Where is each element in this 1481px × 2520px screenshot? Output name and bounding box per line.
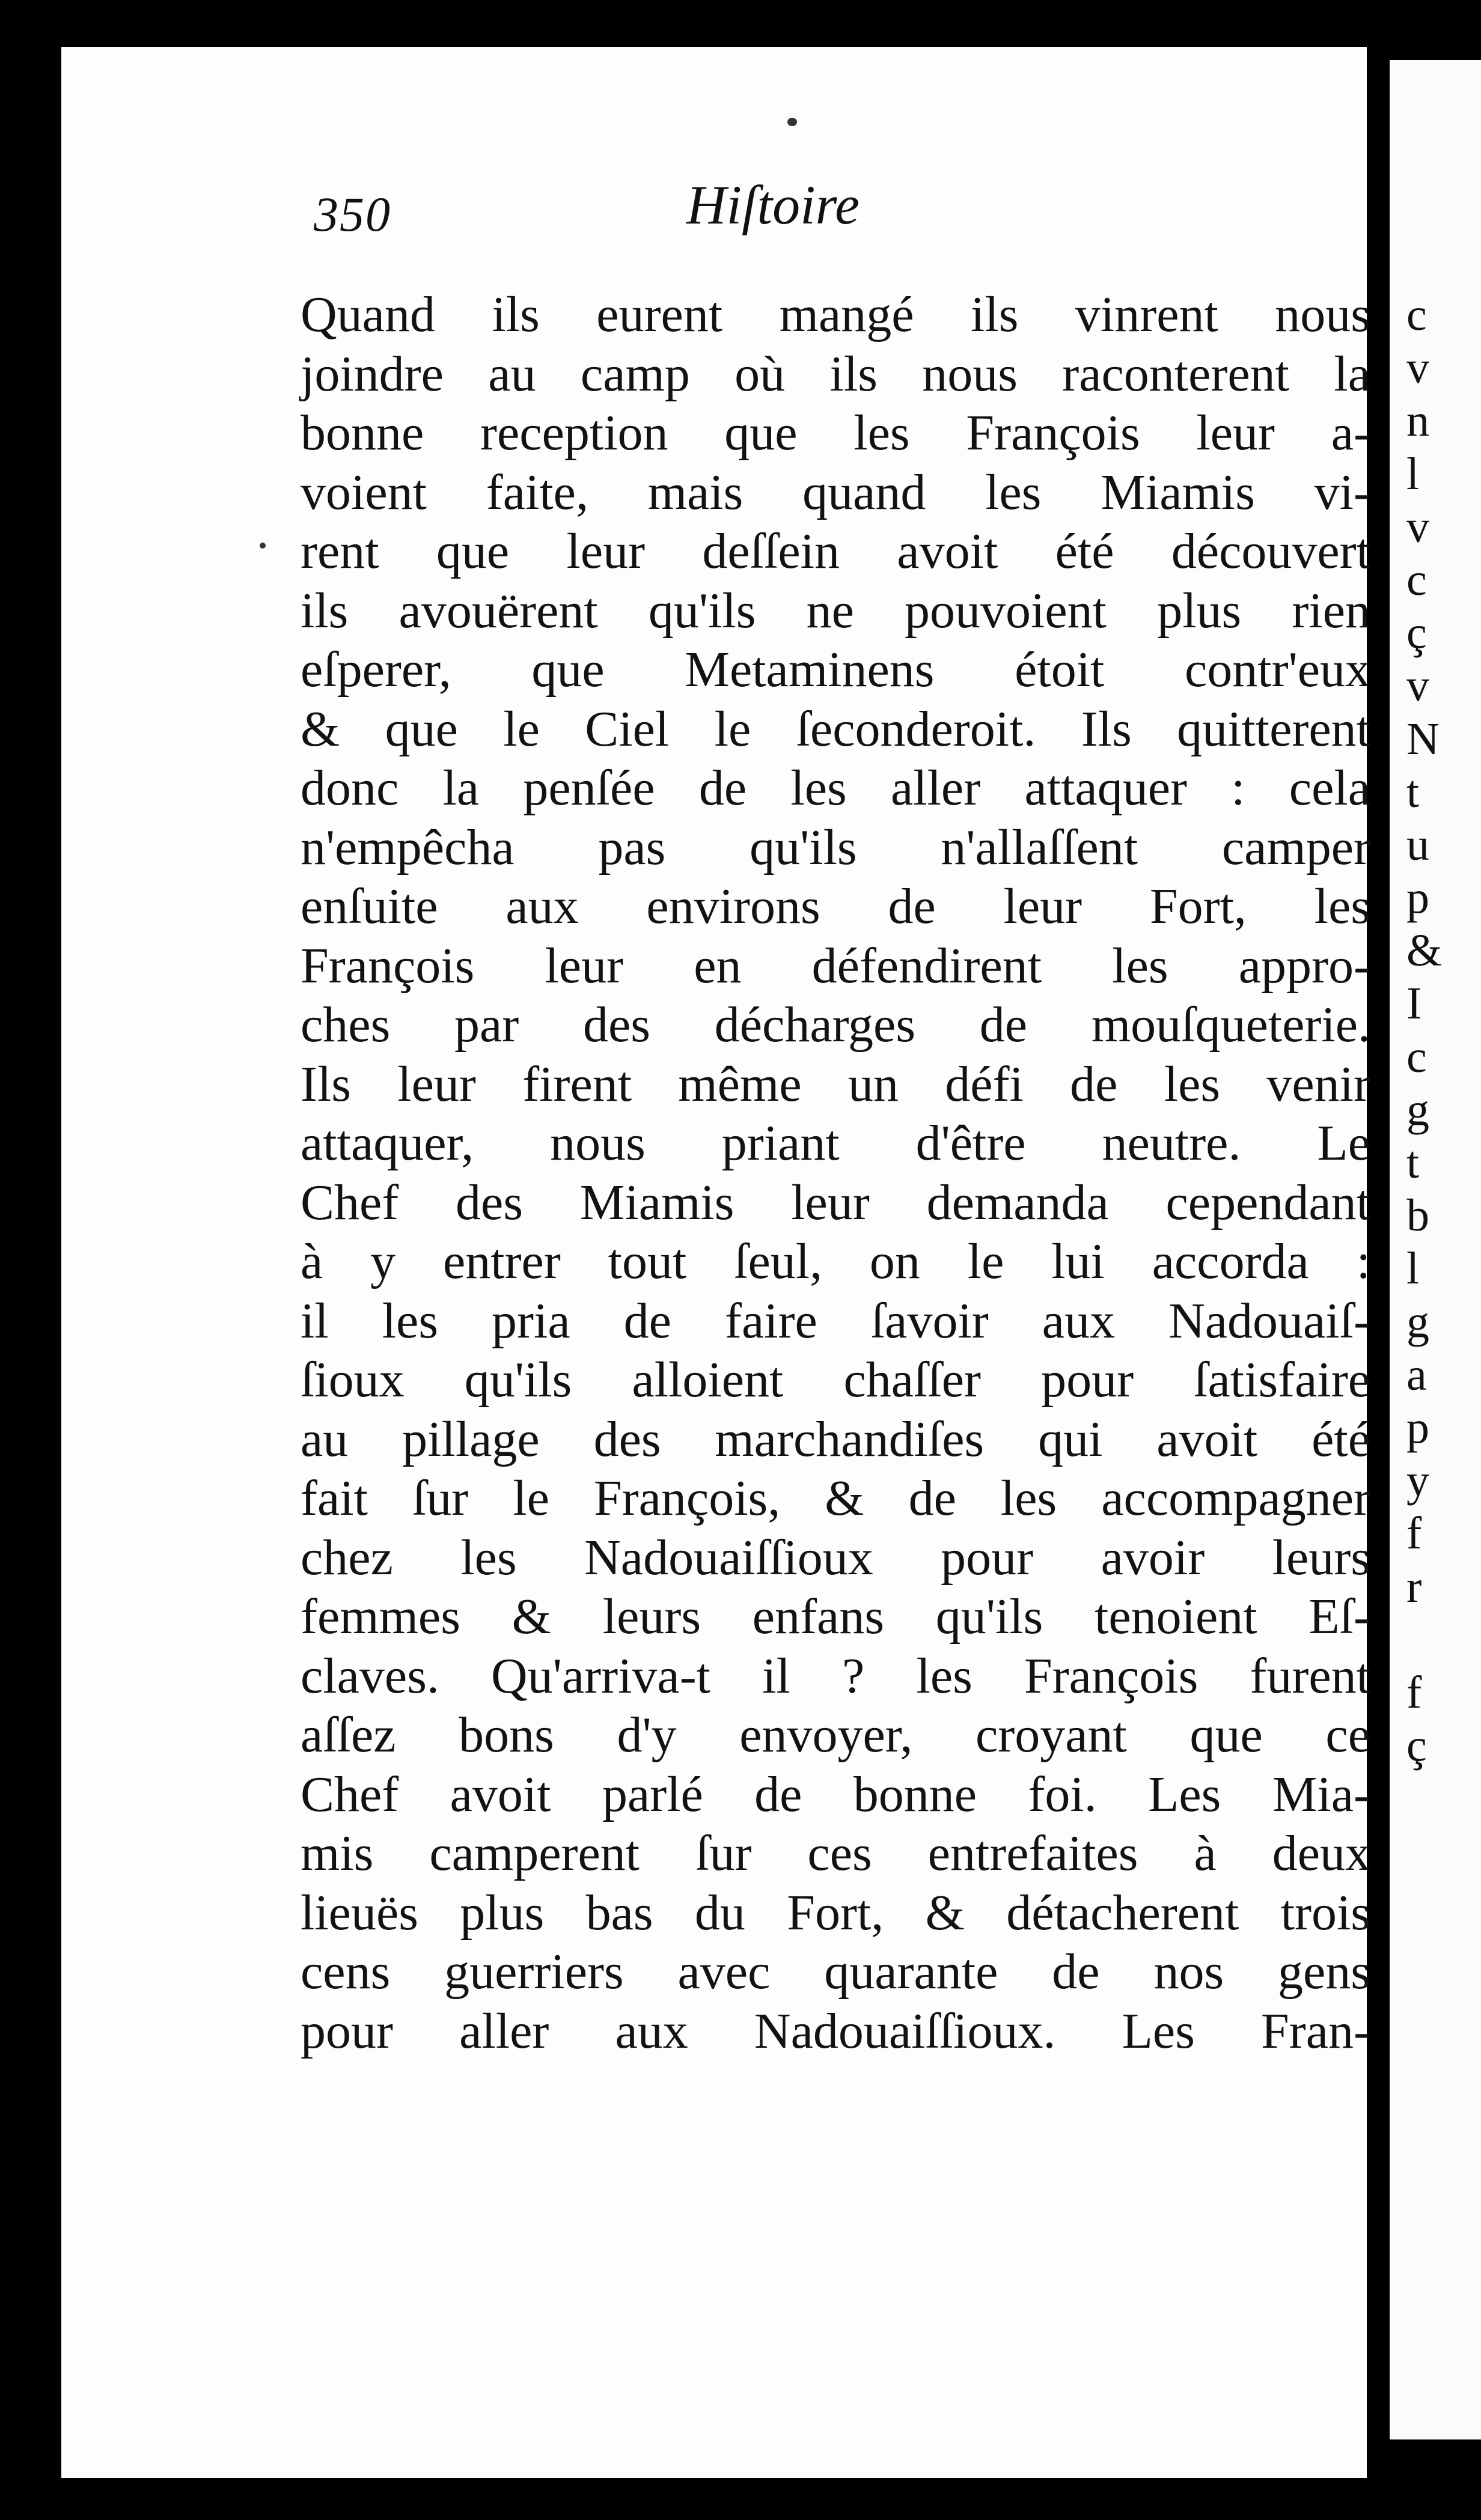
body-text <box>301 285 1370 2061</box>
text-line: François leur en défendirent les appro- <box>301 937 1370 994</box>
text-line: n'empêcha pas qu'ils n'allaſſent camper <box>301 819 1370 875</box>
paper-speck <box>787 118 797 126</box>
adjacent-page-letter: I <box>1406 978 1422 1029</box>
adjacent-page-letter <box>1406 1613 1473 1666</box>
text-line: bonne reception que les François leur a- <box>301 405 1370 461</box>
text-line: au pillage des marchandiſes qui avoit été <box>301 1411 1370 1467</box>
running-title: Hiſtoire <box>686 174 860 236</box>
adjacent-page-letter: u <box>1406 819 1429 870</box>
text-line: Chef des Miamis leur demanda cependant <box>301 1174 1370 1231</box>
adjacent-page-letter: v <box>1406 501 1429 552</box>
text-line: Quand ils eurent mangé ils vinrent nous <box>301 287 1370 342</box>
page-number: 350 <box>314 187 391 242</box>
adjacent-page-letter: c <box>1406 290 1427 340</box>
text-line: à y entrer tout ſeul, on le lui accorda : <box>301 1234 1370 1289</box>
text-line: ches par des décharges de mouſqueterie. <box>301 997 1370 1053</box>
text-line: & que le Ciel le ſeconderoit. Ils quitterent <box>301 701 1370 757</box>
text-line: rent que leur deſſein avoit été découvert <box>301 523 1370 579</box>
adjacent-page-letter: p <box>1406 1402 1429 1453</box>
book-page <box>61 47 1370 2478</box>
text-line: voient faite, mais quand les Miamis vi- <box>301 464 1370 520</box>
adjacent-page-letter: t <box>1406 766 1420 817</box>
running-head <box>61 173 1367 257</box>
adjacent-page-letter: g <box>1406 1084 1429 1135</box>
text-line: Chef avoit parlé de bonne foi. Les Mia- <box>301 1766 1370 1822</box>
text-line: fait ſur le François, & de les accompagner <box>301 1470 1370 1526</box>
text-line: chez les Nadouaiſſioux pour avoir leurs <box>301 1529 1370 1586</box>
text-line: ſioux qu'ils alloient chaſſer pour ſatisfaire <box>301 1352 1370 1408</box>
adjacent-page-letter: l <box>1406 1243 1420 1294</box>
adjacent-page-letter: r <box>1406 1561 1422 1612</box>
text-line: joindre au camp où ils nous raconterent la <box>301 345 1370 402</box>
adjacent-page-letter: t <box>1406 1137 1420 1188</box>
text-line: enſuite aux environs de leur Fort, les <box>301 878 1370 934</box>
adjacent-page-letter: f <box>1406 1667 1422 1718</box>
adjacent-page-letter: c <box>1406 554 1427 605</box>
text-line: il les pria de faire ſavoir aux Nadouaiſ- <box>301 1292 1370 1349</box>
text-line: cens guerriers avec quarante de nos gens <box>301 1944 1370 2000</box>
text-line: ils avouërent qu'ils ne pouvoient plus rien <box>301 582 1370 639</box>
adjacent-page-letter: g <box>1406 1296 1429 1347</box>
adjacent-page-letter: & <box>1406 925 1443 976</box>
adjacent-page-letter: N <box>1406 713 1440 764</box>
adjacent-page-letter: a <box>1406 1349 1427 1400</box>
adjacent-page-letter: b <box>1406 1190 1429 1241</box>
text-line: lieuës plus bas du Fort, & détacherent trois <box>301 1884 1370 1941</box>
adjacent-page-letter: l <box>1406 448 1420 499</box>
adjacent-page-letter: n <box>1406 395 1429 446</box>
adjacent-page-letter: ç <box>1406 607 1427 659</box>
adjacent-page-letter: y <box>1406 1455 1429 1506</box>
paper-speck <box>260 543 266 549</box>
text-line: pour aller aux Nadouaiſſioux. Les Fran- <box>301 2003 1370 2059</box>
adjacent-page-letter: v <box>1406 342 1429 394</box>
text-line: attaquer, nous priant d'être neutre. Le <box>301 1115 1370 1171</box>
adjacent-page-edge <box>1390 60 1481 2439</box>
adjacent-page-letter: p <box>1406 872 1429 924</box>
text-line: femmes & leurs enfans qu'ils tenoient Eſ- <box>301 1589 1370 1645</box>
text-line: claves. Qu'arriva-t il ? les François furent <box>301 1648 1370 1704</box>
text-line: mis camperent ſur ces entrefaites à deux <box>301 1825 1370 1881</box>
adjacent-page-letter: c <box>1406 1031 1427 1082</box>
adjacent-page-letter: v <box>1406 660 1429 711</box>
text-line: donc la penſée de les aller attaquer : cela <box>301 760 1370 816</box>
text-line: eſperer, que Metaminens étoit contr'eux <box>301 642 1370 698</box>
adjacent-page-letter: f <box>1406 1508 1422 1559</box>
text-line: Ils leur firent même un défi de les venir <box>301 1056 1370 1112</box>
adjacent-page-letters <box>1406 288 1473 1772</box>
text-line: aſſez bons d'y envoyer, croyant que ce <box>301 1707 1370 1763</box>
adjacent-page-letter: ç <box>1406 1720 1427 1771</box>
